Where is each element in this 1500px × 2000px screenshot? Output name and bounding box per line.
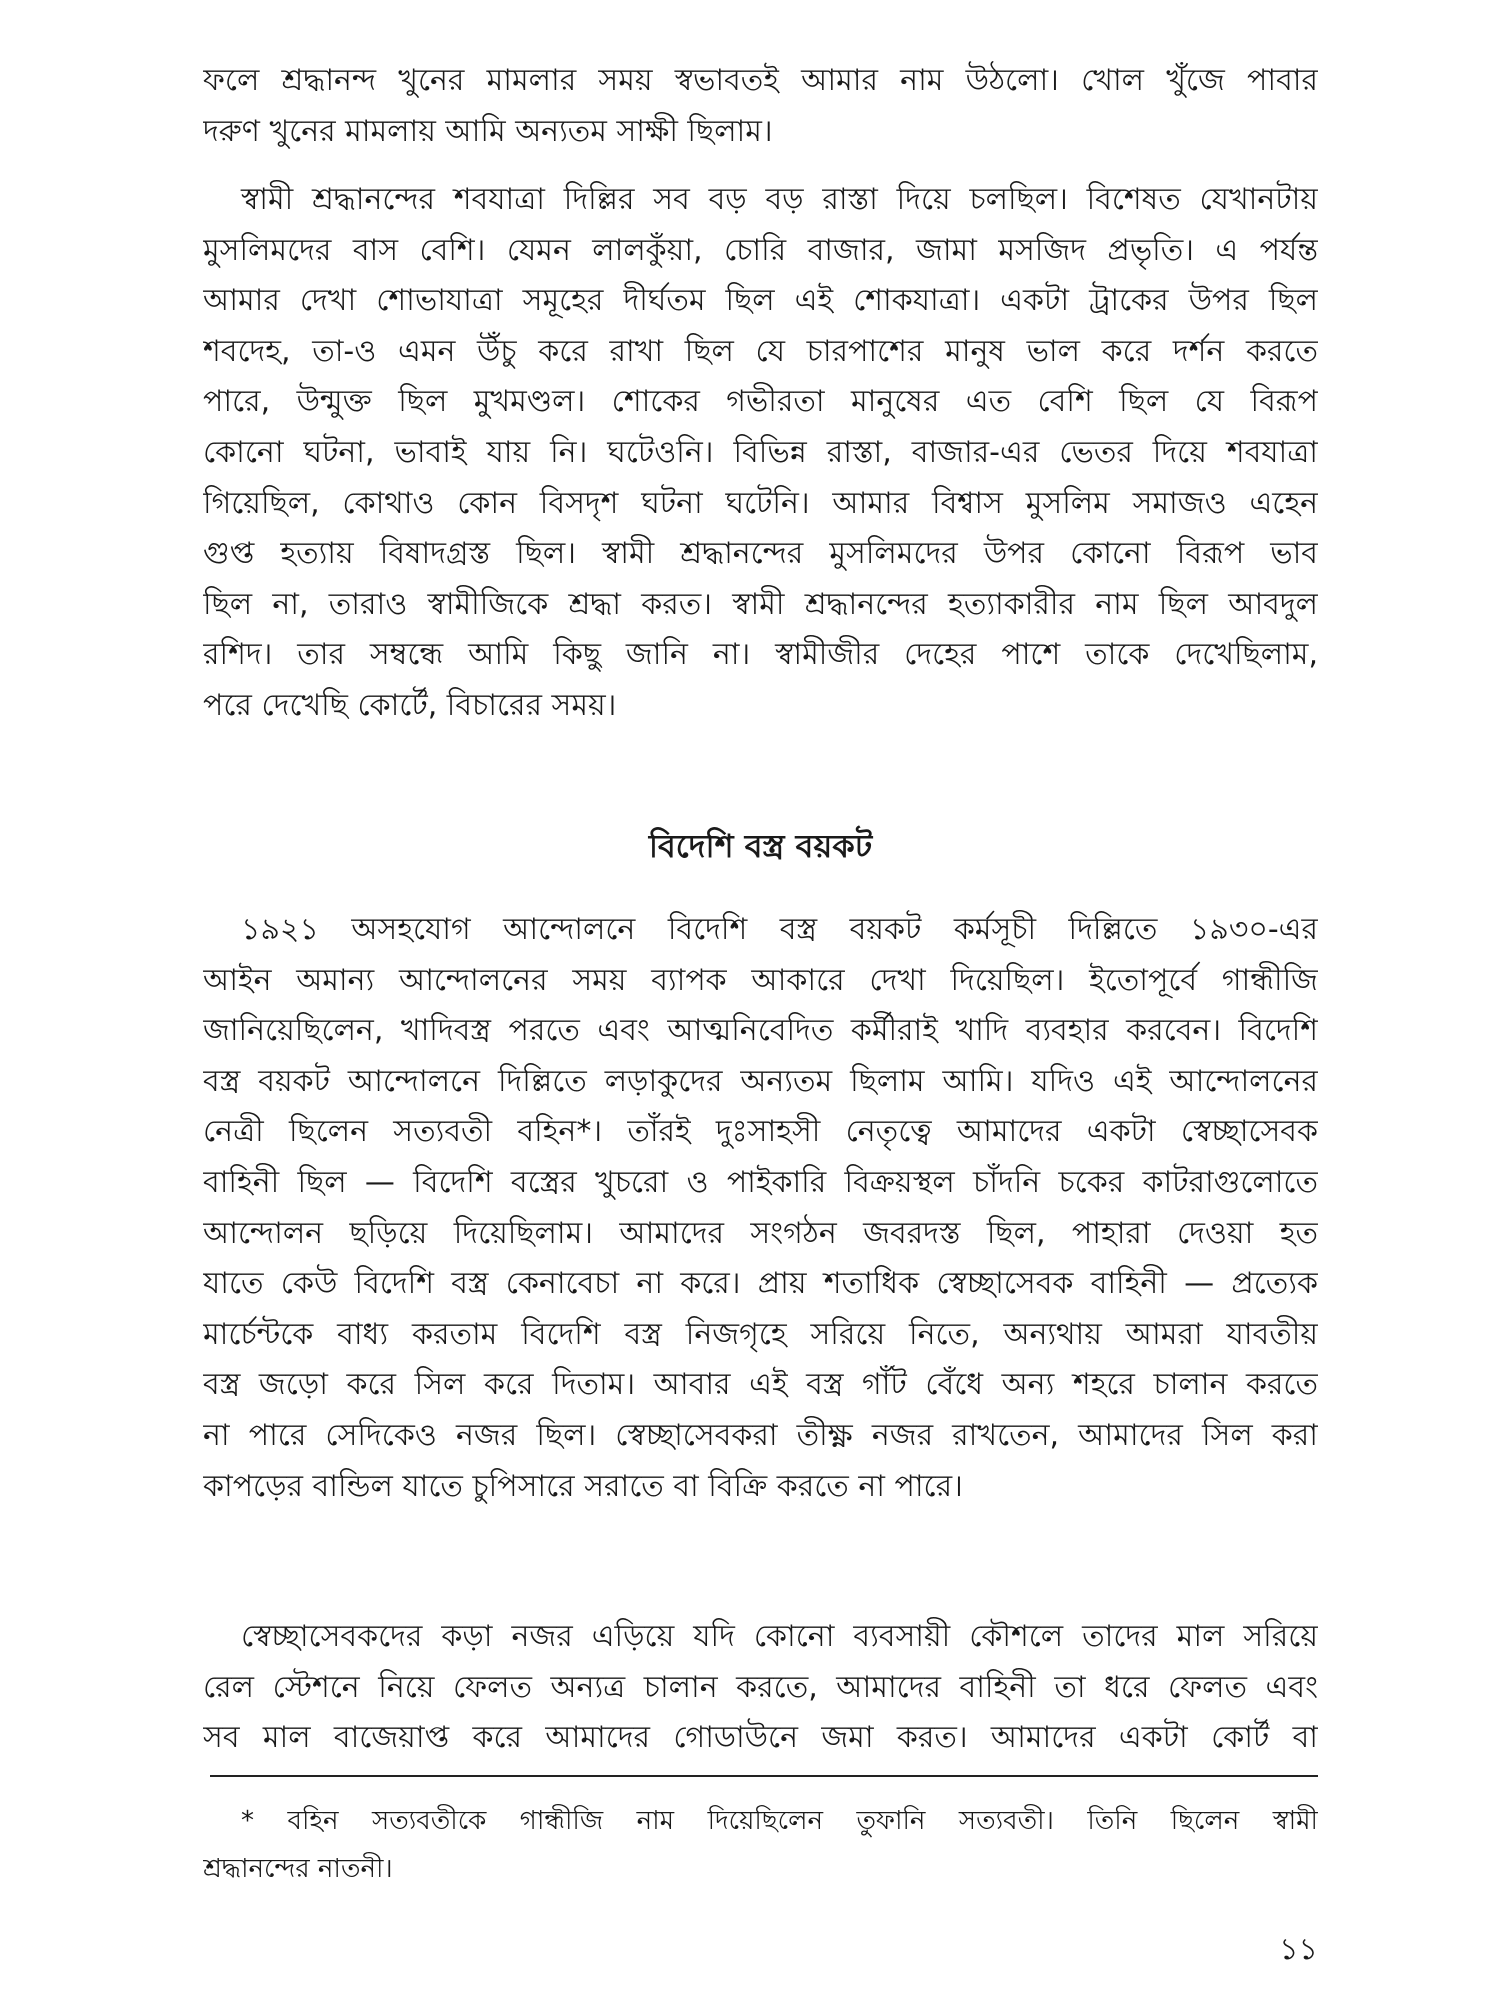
paragraph-2 xyxy=(203,175,1318,732)
text-line: স্বেচ্ছাসেবকদের কড়া নজর এড়িয়ে যদি কোনো ব্যবসায়ী কৌশলে তাদের মাল সরিয়ে xyxy=(241,1619,1318,1654)
text-line: কাপড়ের বান্ডিল যাতে চুপিসারে সরাতে বা বিক্রি করতে না পারে। xyxy=(203,1468,963,1504)
text-line: মুসলিমদের বাস বেশি। যেমন লালকুঁয়া, চোরি বাজার, জামা মসজিদ প্রভৃতি। এ পর্যন্ত xyxy=(203,232,1318,268)
text-line: আমার দেখা শোভাযাত্রা সমূহের দীর্ঘতম ছিল এই শোকযাত্রা। একটা ট্রাকের উপর ছিল xyxy=(203,283,1318,319)
text-line: স্বামী শ্রদ্ধানন্দের শবযাত্রা দিল্লির সব বড় বড় রাস্তা দিয়ে চলছিল। বিশেষত যেখানটায় xyxy=(241,182,1318,217)
text-line: গুপ্ত হত্যায় বিষাদগ্রস্ত ছিল। স্বামী শ্রদ্ধানন্দের মুসলিমদের উপর কোনো বিরূপ ভাব xyxy=(203,536,1318,572)
text-line: জানিয়েছিলেন, খাদিবস্ত্র পরতে এবং আত্মনিবেদিত কর্মীরাই খাদি ব্যবহার করবেন। বিদেশি xyxy=(203,1013,1318,1049)
footnote-divider xyxy=(210,1775,1318,1777)
text-line: গিয়েছিল, কোথাও কোন বিসদৃশ ঘটনা ঘটেনি। আমার বিশ্বাস মুসলিম সমাজও এহেন xyxy=(203,485,1318,521)
text-line: যাতে কেউ বিদেশি বস্ত্র কেনাবেচা না করে। প্রায় শতাধিক স্বেচ্ছাসেবক বাহিনী — প্রত্যেক xyxy=(203,1266,1318,1302)
text-line: শবদেহ, তা-ও এমন উঁচু করে রাখা ছিল যে চারপাশের মানুষ ভাল করে দর্শন করতে xyxy=(203,333,1318,369)
text-line: নেত্রী ছিলেন সত্যবতী বহিন*। তাঁরই দুঃসাহসী নেতৃত্বে আমাদের একটা স্বেচ্ছাসেবক xyxy=(203,1114,1318,1150)
footnote-line: * বহিন সত্যবতীকে গান্ধীজি নাম দিয়েছিলেন তুফানি সত্যবতী। তিনি ছিলেন স্বামী xyxy=(241,1806,1318,1836)
text-line: না পারে সেদিকেও নজর ছিল। স্বেচ্ছাসেবকরা তীক্ষ্ণ নজর রাখতেন, আমাদের সিল করা xyxy=(203,1417,1318,1453)
text-line: সব মাল বাজেয়াপ্ত করে আমাদের গোডাউনে জমা করত। আমাদের একটা কোর্ট বা xyxy=(203,1720,1318,1756)
paragraph-1 xyxy=(203,56,1318,157)
footnote-line: শ্রদ্ধানন্দের নাতনী। xyxy=(203,1854,393,1884)
text-line: আন্দোলন ছড়িয়ে দিয়েছিলাম। আমাদের সংগঠন জবরদস্ত ছিল, পাহারা দেওয়া হত xyxy=(203,1215,1318,1251)
footnote xyxy=(203,1797,1318,1893)
text-line: রেল স্টেশনে নিয়ে ফেলত অন্যত্র চালান করতে, আমাদের বাহিনী তা ধরে ফেলত এবং xyxy=(203,1669,1318,1705)
page-number: ১১ xyxy=(1279,1932,1318,1967)
paragraph-4 xyxy=(203,1612,1318,1764)
text-line: বস্ত্র জড়ো করে সিল করে দিতাম। আবার এই বস্ত্র গাঁট বেঁধে অন্য শহরে চালান করতে xyxy=(203,1367,1318,1403)
text-line: বাহিনী ছিল — বিদেশি বস্ত্রের খুচরো ও পাইকারি বিক্রয়স্থল চাঁদনি চকের কাটরাগুলোতে xyxy=(203,1164,1318,1200)
text-line: পারে, উন্মুক্ত ছিল মুখমণ্ডল। শোকের গভীরতা মানুষের এত বেশি ছিল যে বিরূপ xyxy=(203,384,1318,420)
section-heading: বিদেশি বস্ত্র বয়কট xyxy=(648,827,873,865)
text-line: পরে দেখেছি কোর্টে, বিচারের সময়। xyxy=(203,687,617,723)
text-line: বস্ত্র বয়কট আন্দোলনে দিল্লিতে লড়াকুদের অন্যতম ছিলাম আমি। যদিও এই আন্দোলনের xyxy=(203,1063,1318,1099)
text-line: মার্চেন্টকে বাধ্য করতাম বিদেশি বস্ত্র নিজগৃহে সরিয়ে নিতে, অন্যথায় আমরা যাবতীয় xyxy=(203,1316,1318,1352)
text-line: রশিদ। তার সম্বন্ধে আমি কিছু জানি না। স্বামীজীর দেহের পাশে তাকে দেখেছিলাম, xyxy=(203,637,1318,673)
text-line: ১৯২১ অসহযোগ আন্দোলনে বিদেশি বস্ত্র বয়কট কর্মসূচী দিল্লিতে ১৯৩০-এর xyxy=(241,912,1318,947)
text-line: আইন অমান্য আন্দোলনের সময় ব্যাপক আকারে দেখা দিয়েছিল। ইতোপূর্বে গান্ধীজি xyxy=(203,962,1318,998)
paragraph-3 xyxy=(203,905,1318,1512)
text-line: ছিল না, তারাও স্বামীজিকে শ্রদ্ধা করত। স্বামী শ্রদ্ধানন্দের হত্যাকারীর নাম ছিল আবদুল xyxy=(203,586,1318,622)
text-line: দরুণ খুনের মামলায় আমি অন্যতম সাক্ষী ছিলাম। xyxy=(203,113,773,149)
text-line: কোনো ঘটনা, ভাবাই যায় নি। ঘটেওনি। বিভিন্ন রাস্তা, বাজার-এর ভেতর দিয়ে শবযাত্রা xyxy=(203,434,1318,470)
text-line: ফলে শ্রদ্ধানন্দ খুনের মামলার সময় স্বভাবতই আমার নাম উঠলো। খোল খুঁজে পাবার xyxy=(203,63,1318,98)
